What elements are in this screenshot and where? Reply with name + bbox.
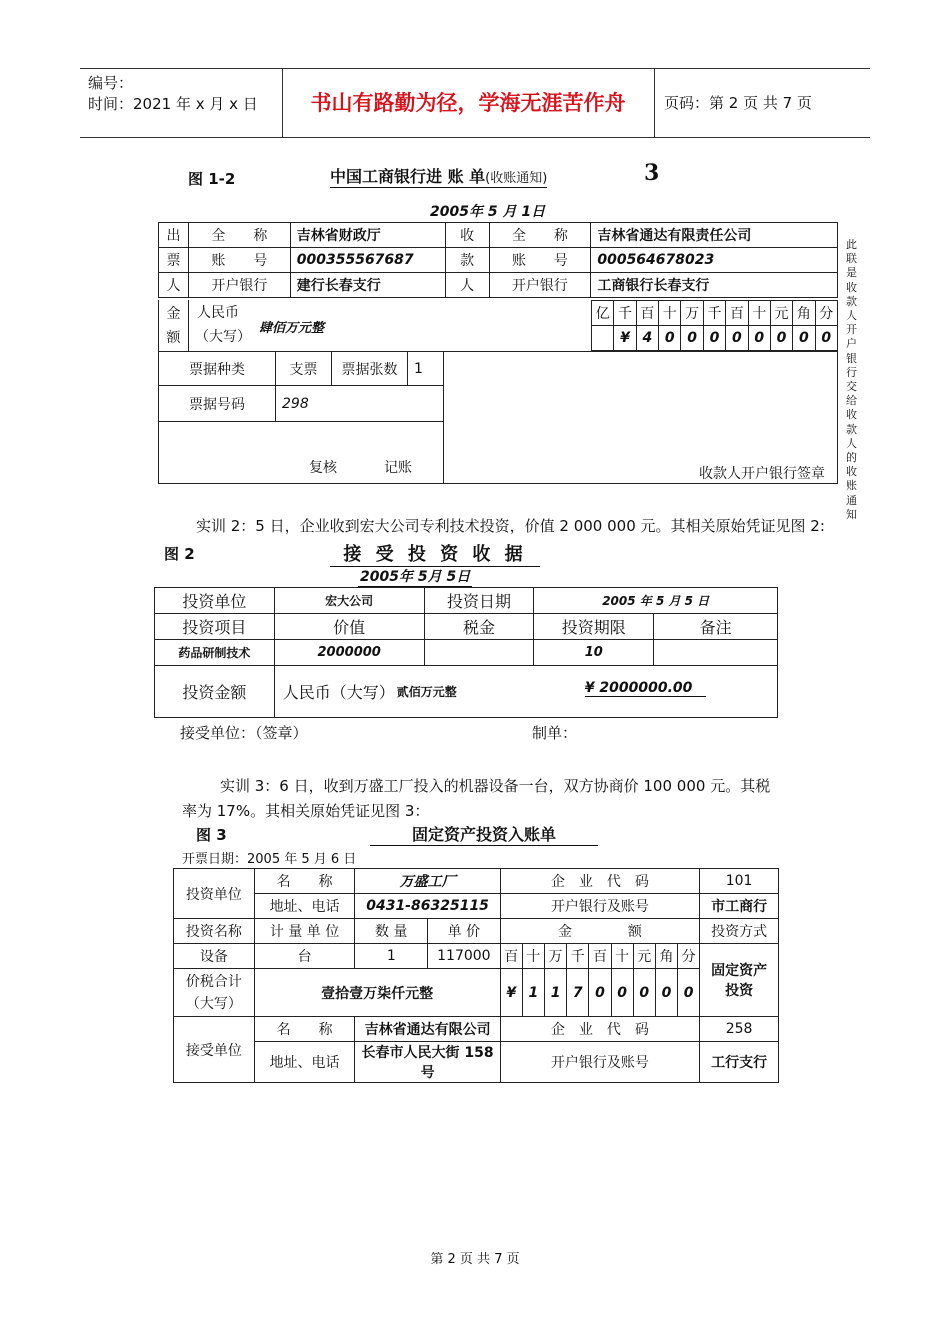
fig2-receiver: 接受单位：（签章） bbox=[180, 724, 308, 742]
investor-bank: 市工商行 bbox=[700, 894, 779, 919]
record-label: 记账 bbox=[384, 460, 412, 476]
training2-text: 实训 2：5 日，企业收到宏大公司专利技术投资，价值 2 000 000 元。其相关原始凭证见图 2: bbox=[196, 517, 825, 535]
invest-date: 2005 年 5 月 5 日 bbox=[534, 588, 778, 614]
digit-header: 十 bbox=[748, 301, 770, 326]
bill-count: 1 bbox=[408, 352, 444, 386]
training3-line1: 实训 3：6 日，收到万盛工厂投入的机器设备一台，双方协商价 100 000 元。其税 bbox=[220, 777, 771, 795]
rmb-label: 人民币 bbox=[197, 305, 239, 321]
investor-name-label: 名 称 bbox=[254, 869, 355, 894]
fig1-date: 2005年 5 月 1日 bbox=[430, 204, 546, 220]
value-label: 价值 bbox=[274, 614, 424, 640]
fig3-digit-header: 万 bbox=[545, 944, 567, 969]
fig3-digit-cell: 0 bbox=[589, 969, 611, 1017]
fig3-digit-cell: ¥ bbox=[500, 969, 522, 1017]
fig2-label: 图 2 bbox=[164, 545, 195, 563]
project: 药品研制技术 bbox=[155, 640, 275, 666]
value: 2000000 bbox=[274, 640, 424, 666]
digit-header: 百 bbox=[726, 301, 748, 326]
payer-label-1: 出 bbox=[159, 223, 189, 248]
unit-label: 计 量 单 位 bbox=[254, 919, 355, 944]
receiver-code-label: 企 业 代 码 bbox=[500, 1017, 700, 1042]
price: 117000 bbox=[428, 944, 501, 969]
fig2-maker: 制单： bbox=[532, 724, 578, 742]
fig1-bill-block bbox=[158, 351, 838, 484]
item: 设备 bbox=[174, 944, 255, 969]
fig3-digit-header: 十 bbox=[611, 944, 633, 969]
payee-label-1: 收 bbox=[445, 223, 489, 248]
digit-cell: 0 bbox=[726, 326, 748, 351]
price-label: 单 价 bbox=[428, 919, 501, 944]
digit-cell bbox=[592, 326, 614, 351]
digit-header: 百 bbox=[636, 301, 658, 326]
fig1-bank-slip bbox=[158, 222, 838, 298]
fig2-amount-caps: 贰佰万元整 bbox=[396, 685, 457, 699]
amount-label-1: 金 bbox=[166, 306, 181, 322]
motto: 书山有路勤为径，学海无涯苦作舟 bbox=[282, 69, 655, 137]
investor-name: 万盛工厂 bbox=[355, 869, 500, 894]
fig3-digit-cell: 1 bbox=[522, 969, 544, 1017]
digit-cell: 0 bbox=[793, 326, 815, 351]
qty-label: 数 量 bbox=[355, 919, 428, 944]
digit-cell: 4 bbox=[636, 326, 658, 351]
fig3-digit-cell: 0 bbox=[633, 969, 655, 1017]
fig3-digit-cell: 7 bbox=[567, 969, 589, 1017]
amount-label-2: 额 bbox=[166, 330, 181, 346]
fig3-digit-cell: 0 bbox=[655, 969, 677, 1017]
fig2-receipt bbox=[154, 587, 778, 718]
fig3-digit-cell: 0 bbox=[678, 969, 700, 1017]
training3-line2: 率为 17%。其相关原始凭证见图 3： bbox=[182, 802, 430, 820]
digit-header: 千 bbox=[614, 301, 636, 326]
investor-bank-label: 开户银行及账号 bbox=[500, 894, 700, 919]
digit-header: 十 bbox=[659, 301, 681, 326]
receiver-label: 接受单位 bbox=[174, 1017, 255, 1083]
rmb-caps-label: 人民币（大写） bbox=[282, 683, 395, 702]
unit: 台 bbox=[254, 944, 355, 969]
bill-count-label: 票据张数 bbox=[332, 352, 408, 386]
code-label: 编号： bbox=[88, 74, 134, 92]
project-label: 投资项目 bbox=[155, 614, 275, 640]
digit-header: 分 bbox=[815, 301, 837, 326]
fig3-label: 图 3 bbox=[196, 826, 227, 844]
fig1-copy-no: 3 bbox=[644, 160, 660, 186]
amount-label: 投资金额 bbox=[155, 666, 275, 718]
amount-header: 金 额 bbox=[500, 919, 700, 944]
fig2-amount-num: ¥ 2000000.00 bbox=[585, 680, 707, 697]
fig1-label: 图 1-2 bbox=[188, 170, 236, 188]
invest-date-label: 投资日期 bbox=[424, 588, 534, 614]
bank-seal-label: 收款人开户银行签章 bbox=[699, 466, 825, 482]
fig1-title bbox=[330, 164, 547, 188]
receiver-addr-label: 地址、电话 bbox=[254, 1042, 355, 1083]
page-footer: 第 2 页 共 7 页 bbox=[430, 1252, 520, 1267]
fig3-digit-header: 分 bbox=[678, 944, 700, 969]
payer-bank-label: 开户银行 bbox=[188, 273, 290, 298]
fig3-digit-cell: 0 bbox=[611, 969, 633, 1017]
payee-label-2: 款 bbox=[445, 248, 489, 273]
digit-cell: 0 bbox=[815, 326, 837, 351]
side-note: 此联是收款人开户银行交给收款人的收账通知 bbox=[846, 238, 857, 521]
digit-header: 万 bbox=[681, 301, 703, 326]
fig3-title: 固定资产投资入账单 bbox=[370, 822, 598, 846]
fig2-date: 2005年 5月 5日 bbox=[358, 566, 472, 587]
bill-type-label: 票据种类 bbox=[159, 352, 276, 386]
investor-addr: 0431-86325115 bbox=[355, 894, 500, 919]
payee-account-label: 账 号 bbox=[489, 248, 591, 273]
receiver-addr: 长春市人民大街 158 号 bbox=[355, 1042, 500, 1083]
item-label: 投资名称 bbox=[174, 919, 255, 944]
fig3-digit-cell: 1 bbox=[545, 969, 567, 1017]
digit-cell: 0 bbox=[703, 326, 725, 351]
digit-header: 亿 bbox=[592, 301, 614, 326]
remark bbox=[654, 640, 778, 666]
payee-name: 吉林省通达有限责任公司 bbox=[591, 223, 838, 248]
digit-header: 千 bbox=[703, 301, 725, 326]
payer-fullname-label: 全 称 bbox=[188, 223, 290, 248]
investor-code-label: 企 业 代 码 bbox=[500, 869, 700, 894]
bill-no: 298 bbox=[276, 386, 444, 422]
fig3-digit-header: 元 bbox=[633, 944, 655, 969]
bill-no-label: 票据号码 bbox=[159, 386, 276, 422]
payer-label-3: 人 bbox=[159, 273, 189, 298]
fig2-title: 接 受 投 资 收 据 bbox=[330, 540, 540, 567]
bill-type: 支票 bbox=[276, 352, 332, 386]
payer-label-2: 票 bbox=[159, 248, 189, 273]
fig3-digit-header: 千 bbox=[567, 944, 589, 969]
amount-caps: 肆佰万元整 bbox=[259, 321, 325, 336]
payee-fullname-label: 全 称 bbox=[489, 223, 591, 248]
digit-header: 角 bbox=[793, 301, 815, 326]
receiver-bank: 工行支行 bbox=[700, 1042, 779, 1083]
fig1-amount-row bbox=[158, 300, 838, 352]
payee-bank-label: 开户银行 bbox=[489, 273, 591, 298]
payer-account: 000355567687 bbox=[290, 248, 445, 273]
tax bbox=[424, 640, 534, 666]
fig3-digit-header: 百 bbox=[500, 944, 522, 969]
investor-code: 101 bbox=[700, 869, 779, 894]
invest-method: 固定资产投资 bbox=[700, 944, 779, 1017]
invest-unit-label: 投资单位 bbox=[155, 588, 275, 614]
payer-account-label: 账 号 bbox=[188, 248, 290, 273]
digit-grid bbox=[591, 300, 838, 351]
caps-label: （大写） bbox=[195, 329, 251, 345]
fig3-digit-header: 角 bbox=[655, 944, 677, 969]
review-label: 复核 bbox=[309, 460, 337, 476]
fig3-entry-form bbox=[173, 868, 779, 1083]
payer-bank: 建行长春支行 bbox=[290, 273, 445, 298]
fig1-title-main: 中国工商银行进 账 单 bbox=[330, 167, 486, 186]
total-label-1: 价税合计 bbox=[185, 973, 242, 990]
remark-label: 备注 bbox=[654, 614, 778, 640]
digit-cell: 0 bbox=[681, 326, 703, 351]
investor-label: 投资单位 bbox=[174, 869, 255, 919]
page-header bbox=[80, 68, 870, 138]
receiver-name-label: 名 称 bbox=[254, 1017, 355, 1042]
page-info: 页码：第 2 页 共 7 页 bbox=[664, 94, 812, 112]
fig3-digit-header: 十 bbox=[522, 944, 544, 969]
fig3-digit-header: 百 bbox=[589, 944, 611, 969]
fig3-issue-date: 开票日期：2005 年 5 月 6 日 bbox=[182, 852, 357, 867]
time-label: 时间：2021 年 x 月 x 日 bbox=[88, 95, 258, 113]
receiver-code: 258 bbox=[700, 1017, 779, 1042]
payer-name: 吉林省财政厅 bbox=[290, 223, 445, 248]
term-label: 投资期限 bbox=[534, 614, 654, 640]
header-meta bbox=[80, 69, 283, 137]
digit-header: 元 bbox=[770, 301, 792, 326]
invest-unit: 宏大公司 bbox=[274, 588, 424, 614]
digit-cell: 0 bbox=[770, 326, 792, 351]
receiver-bank-label: 开户银行及账号 bbox=[500, 1042, 700, 1083]
payee-label-3: 人 bbox=[445, 273, 489, 298]
digit-cell: 0 bbox=[748, 326, 770, 351]
receiver-name: 吉林省通达有限公司 bbox=[355, 1017, 500, 1042]
total-label-2: （大写） bbox=[185, 995, 242, 1012]
digit-cell: 0 bbox=[659, 326, 681, 351]
term: 10 bbox=[534, 640, 654, 666]
qty: 1 bbox=[355, 944, 428, 969]
tax-label: 税金 bbox=[424, 614, 534, 640]
payee-account: 000564678023 bbox=[591, 248, 838, 273]
payee-bank: 工商银行长春支行 bbox=[591, 273, 838, 298]
method-label: 投资方式 bbox=[700, 919, 779, 944]
digit-cell: ¥ bbox=[614, 326, 636, 351]
fig1-title-sub: (收账通知) bbox=[485, 171, 548, 186]
investor-addr-label: 地址、电话 bbox=[254, 894, 355, 919]
total-caps: 壹拾壹万柒仟元整 bbox=[254, 969, 500, 1017]
